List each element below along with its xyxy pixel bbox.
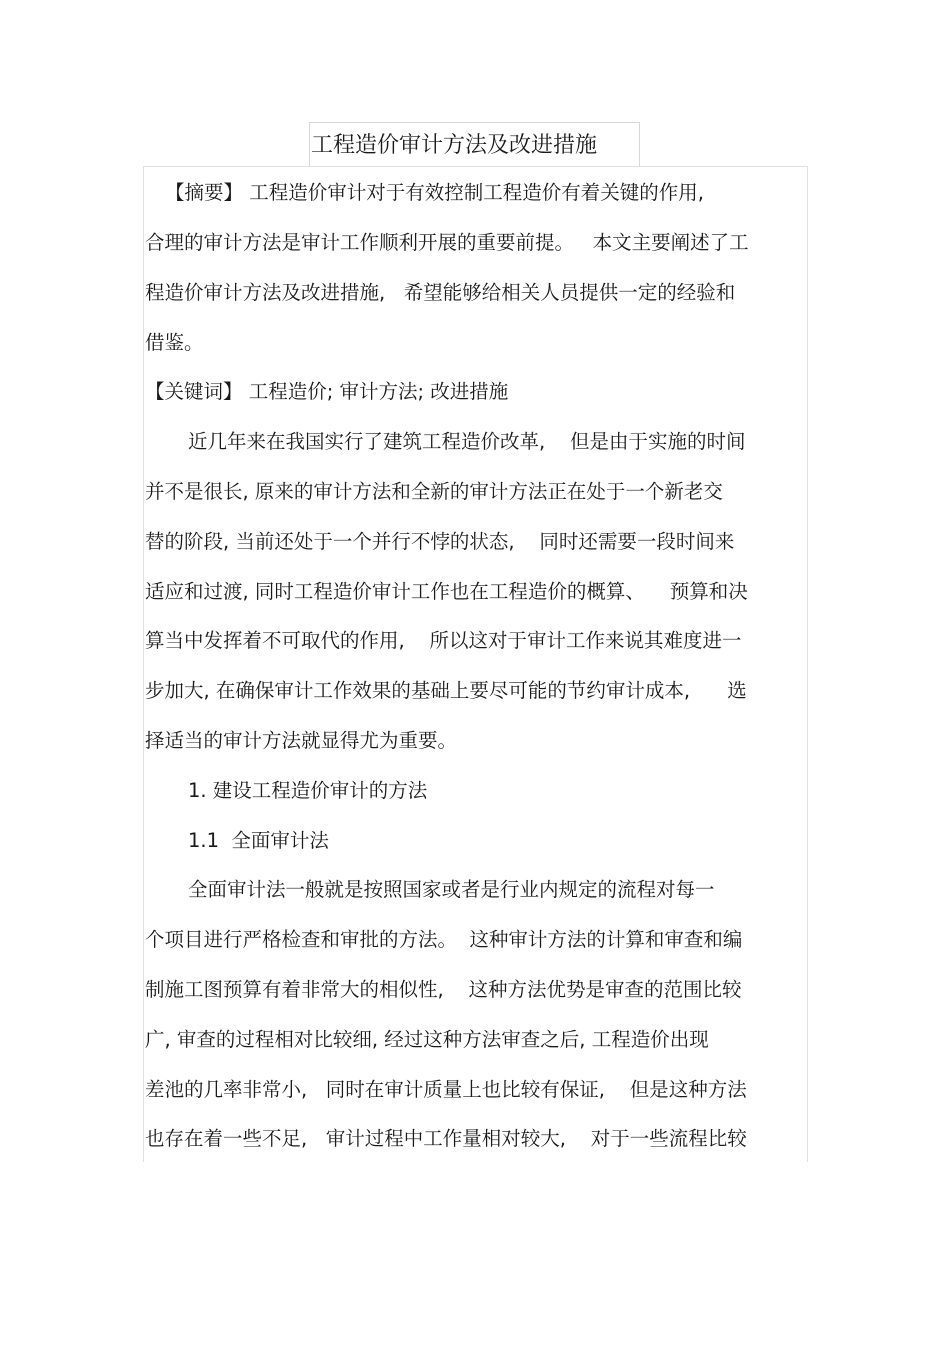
- abstract-line-3: 程造价审计方法及改进措施, 希望能够给相关人员提供一定的经验和: [145, 281, 736, 304]
- section-line-4: 广, 审查的过程相对比较细, 经过这种方法审查之后, 工程造价出现: [145, 1028, 709, 1051]
- abstract-line-2: 合理的审计方法是审计工作顺利开展的重要前提。 本文主要阐述了工: [145, 231, 749, 254]
- body-line-7: 择适当的审计方法就显得尤为重要。: [145, 729, 458, 752]
- body-line-1: 近几年来在我国实行了建筑工程造价改革, 但是由于实施的时间: [188, 430, 746, 453]
- section-heading-1-1: 1.1 全面审计法: [188, 829, 329, 852]
- section-heading-1: 1. 建设工程造价审计的方法: [188, 779, 428, 802]
- section-line-2: 个项目进行严格检查和审批的方法。 这种审计方法的计算和审查和编: [145, 928, 743, 951]
- abstract-line-1: 【摘要】 工程造价审计对于有效控制工程造价有着关键的作用,: [165, 181, 704, 204]
- section-line-1: 全面审计法一般就是按照国家或者是行业内规定的流程对每一: [188, 878, 715, 901]
- section-line-5: 差池的几率非常小, 同时在审计质量上也比较有保证, 但是这种方法: [145, 1078, 747, 1101]
- keywords-line: 【关键词】 工程造价; 审计方法; 改进措施: [145, 380, 509, 403]
- section-line-3: 制施工图预算有着非常大的相似性, 这种方法优势是审查的范围比较: [145, 978, 742, 1001]
- body-line-3: 替的阶段, 当前还处于一个并行不悖的状态, 同时还需要一段时间来: [145, 530, 735, 553]
- content-frame: [143, 166, 808, 1162]
- body-line-6: 步加大, 在确保审计工作效果的基础上要尽可能的节约审计成本, 选: [145, 679, 747, 702]
- body-line-5: 算当中发挥着不可取代的作用, 所以这对于审计工作来说其难度进一: [145, 629, 742, 652]
- section-line-6: 也存在着一些不足, 审计过程中工作量相对较大, 对于一些流程比较: [145, 1127, 747, 1150]
- body-line-2: 并不是很长, 原来的审计方法和全新的审计方法正在处于一个新老交: [145, 480, 723, 503]
- abstract-line-4: 借鉴。: [145, 331, 204, 354]
- body-line-4: 适应和过渡, 同时工程造价审计工作也在工程造价的概算、 预算和决: [145, 580, 748, 603]
- document-title: 工程造价审计方法及改进措施: [311, 133, 598, 158]
